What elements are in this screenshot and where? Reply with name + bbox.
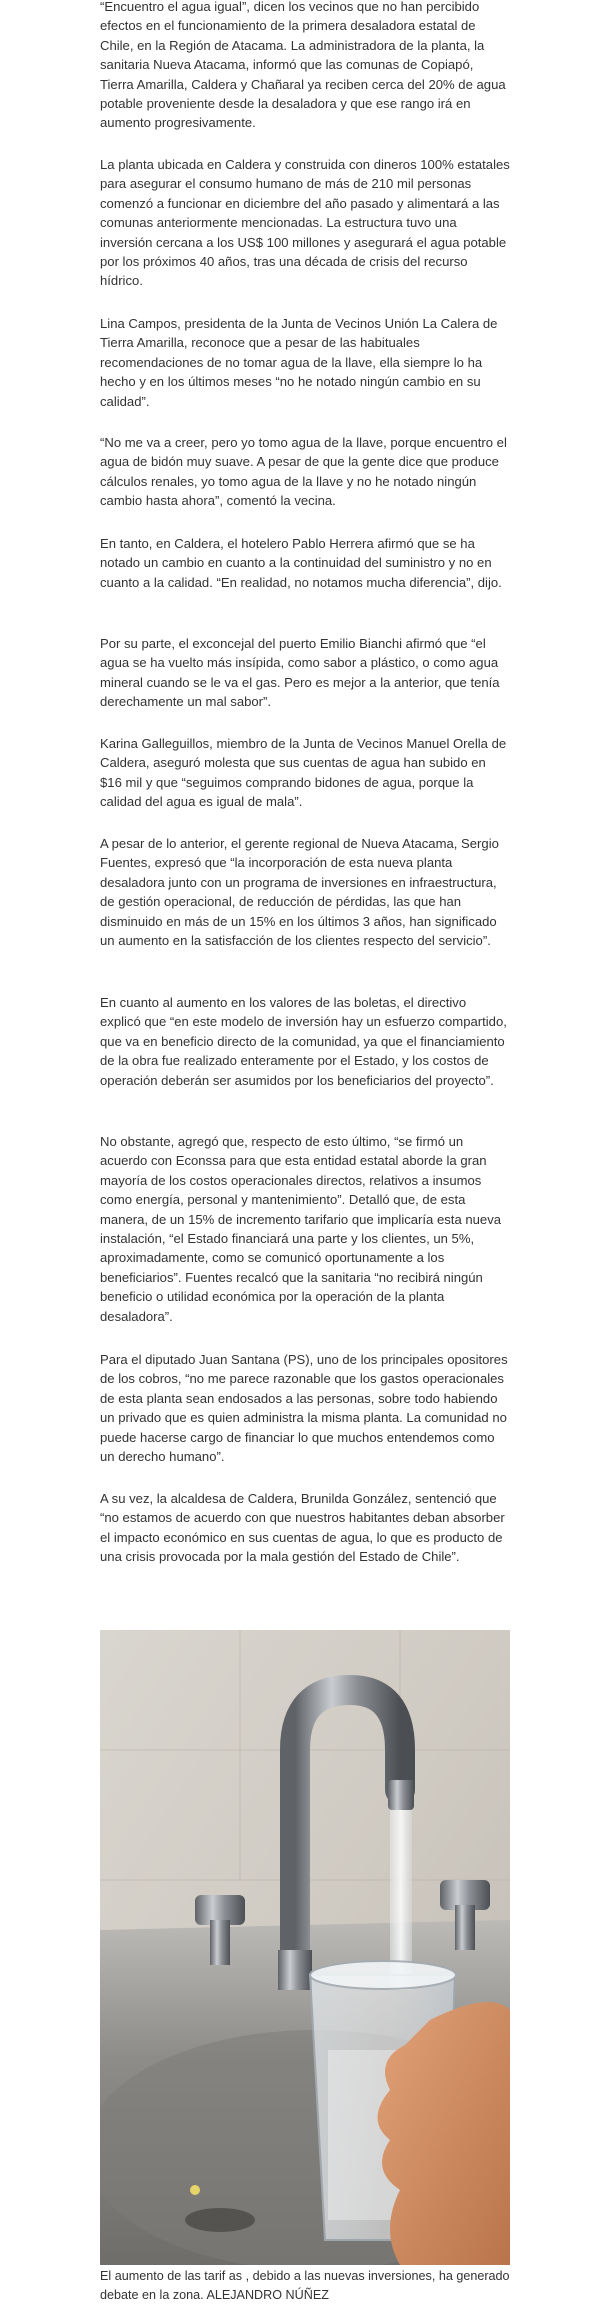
- article-paragraph: En cuanto al aumento en los valores de las boletas, el directivo explicó que “en este modelo de inversión hay un esfuerzo compartido, que va en beneficio directo de la comunidad, ya que el financiamiento de la obra fue realizado enteramente por el Estado, y los costos de operación deberán ser asumidos por los beneficiarios del proyecto”.: [100, 995, 507, 1088]
- article-paragraph: A su vez, la alcaldesa de Caldera, Brunilda González, sentenció que “no estamos de acuerdo con que nuestros habitantes deban absorber el impacto económico en sus cuentas de agua, lo que es producto de una crisis provocada por la mala gestión del Estado de Chile”.: [100, 1491, 505, 1565]
- article-figure: [100, 1630, 510, 2306]
- article-paragraph: A pesar de lo anterior, el gerente regional de Nueva Atacama, Sergio Fuentes, expresó que “la incorporación de esta nueva planta desaladora junto con un programa de inversiones en infraestructura, de gestión operacional, de reducción de pérdidas, las que han disminuido en más de un 15% en los últimos 3 años, han significado un aumento en la satisfacción de los clientes respecto del servicio”.: [100, 836, 499, 949]
- article-paragraph: “No me va a creer, pero yo tomo agua de la llave, porque encuentro el agua de bidón muy suave. A pesar de que la gente dice que produce cálculos renales, yo tomo agua de la llave y no he notado ningún cambio hasta ahora”, comentó la vecina.: [100, 435, 507, 509]
- article-paragraph: En tanto, en Caldera, el hotelero Pablo Herrera afirmó que se ha notado un cambio en cuanto a la continuidad del suministro y no en cuanto a la calidad. “En realidad, no notamos mucha diferencia”, dijo.: [100, 536, 502, 590]
- article-paragraph: Por su parte, el exconcejal del puerto Emilio Bianchi afirmó que “el agua se ha vuelto más insípida, como sabor a plástico, o como agua mineral cuando se le va el gas. Pero es mejor a la anterior, que tenía derechamente un mal sabor”.: [100, 636, 500, 710]
- article-paragraph: Para el diputado Juan Santana (PS), uno de los principales opositores de los cobros, “no me parece razonable que los gastos operacionales de esta planta sean endosados a las personas, sobre todo habiendo un privado que es quien administra la misma planta. La comunidad no puede hacerse cargo de financiar lo que muchos entendemos como un derecho humano”.: [100, 1352, 508, 1465]
- article-paragraph: Lina Campos, presidenta de la Junta de Vecinos Unión La Calera de Tierra Amarilla, reconoce que a pesar de las habituales recomendaciones de no tomar agua de la llave, ella siempre lo ha hecho y en los últimos meses “no he notado ningún cambio en su calidad”.: [100, 316, 498, 409]
- article-paragraph: La planta ubicada en Caldera y construida con dineros 100% estatales para asegurar el consumo humano de más de 210 mil personas comenzó a funcionar en diciembre del año pasado y alimentará a las comunas anteriormente mencionadas. La estructura tuvo una inversión cercana a los US$ 100 millones y asegurará el agua potable por los próximos 40 años, tras una década de crisis del recurso hídrico.: [100, 157, 510, 289]
- article-paragraph: Karina Galleguillos, miembro de la Junta de Vecinos Manuel Orella de Caldera, aseguró molesta que sus cuentas de agua han subido en $16 mil y que “seguimos comprando bidones de agua, porque la calidad del agua es igual de mala”.: [100, 736, 507, 810]
- caption-text: El aumento de las tarif as , debido a las nuevas inversiones, ha generado debate en la zona.: [100, 2269, 510, 2303]
- photo-credit: ALEJANDRO NÚÑEZ: [206, 2288, 329, 2303]
- article-paragraph: No obstante, agregó que, respecto de esto último, “se firmó un acuerdo con Econssa para que esta entidad estatal aborde la gran mayoría de los costos operacionales directos, relativos a insumos como energía, personal y mantenimiento”. Detalló que, de esta manera, de un 15% de incremento tarifario que implicaría esta nueva instalación, “el Estado financiará una parte y los clientes, un 5%, aproximadamente, como se comunicó oportunamente a los beneficiarios”. Fuentes recalcó que la sanitaria “no recibirá ningún beneficio o utilidad económica por la operación de la planta desaladora”.: [100, 1134, 502, 1324]
- article-paragraph: “Encuentro el agua igual”, dicen los vecinos que no han percibido efectos en el funcionamiento de la primera desaladora estatal de Chile, en la Región de Atacama. La administradora de la planta, la sanitaria Nueva Atacama, informó que las comunas de Copiapó, Tierra Amarilla, Caldera y Chañaral ya reciben cerca del 20% de agua potable proveniente desde la desaladora y que ese rango irá en aumento progresivamente.: [100, 0, 506, 131]
- figure-caption: [100, 2267, 510, 2306]
- faucet-photo: [100, 1630, 510, 2265]
